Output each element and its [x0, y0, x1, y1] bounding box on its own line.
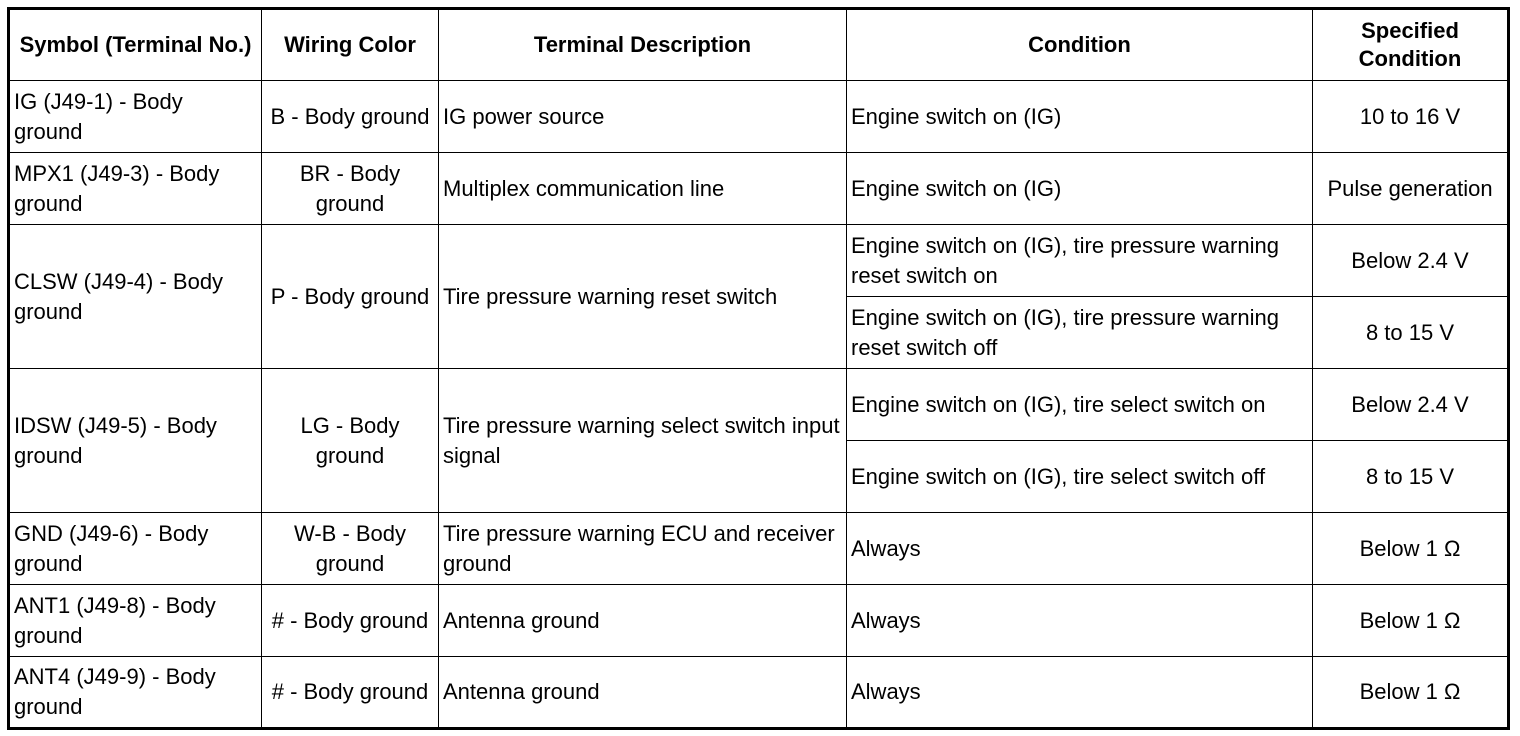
cell-wiring-color: B - Body ground [262, 81, 439, 153]
cell-wiring-color: LG - Body ground [262, 369, 439, 513]
cell-wiring-color: W-B - Body ground [262, 513, 439, 585]
cell-symbol: GND (J49-6) - Body ground [9, 513, 262, 585]
cell-condition: Engine switch on (IG), tire select switch off [847, 441, 1313, 513]
cell-symbol: IDSW (J49-5) - Body ground [9, 369, 262, 513]
header-specified-condition: Specified Condition [1313, 9, 1509, 81]
header-row [9, 9, 1509, 81]
cell-condition: Always [847, 585, 1313, 657]
table-row [9, 369, 1509, 441]
cell-wiring-color: BR - Body ground [262, 153, 439, 225]
header-condition: Condition [847, 9, 1313, 81]
header-terminal-description: Terminal Description [439, 9, 847, 81]
cell-description: Antenna ground [439, 657, 847, 729]
cell-symbol: IG (J49-1) - Body ground [9, 81, 262, 153]
cell-specified-condition: Below 1 Ω [1313, 585, 1509, 657]
cell-specified-condition: Below 2.4 V [1313, 369, 1509, 441]
cell-specified-condition: 10 to 16 V [1313, 81, 1509, 153]
cell-specified-condition: Pulse generation [1313, 153, 1509, 225]
cell-symbol: ANT4 (J49-9) - Body ground [9, 657, 262, 729]
cell-condition: Always [847, 657, 1313, 729]
table-row [9, 585, 1509, 657]
table-row [9, 225, 1509, 297]
cell-wiring-color: # - Body ground [262, 585, 439, 657]
cell-condition: Engine switch on (IG) [847, 81, 1313, 153]
cell-specified-condition: 8 to 15 V [1313, 297, 1509, 369]
cell-condition: Always [847, 513, 1313, 585]
cell-symbol: CLSW (J49-4) - Body ground [9, 225, 262, 369]
cell-description: Tire pressure warning ECU and receiver ground [439, 513, 847, 585]
cell-specified-condition: Below 1 Ω [1313, 513, 1509, 585]
cell-description: Tire pressure warning reset switch [439, 225, 847, 369]
cell-symbol: MPX1 (J49-3) - Body ground [9, 153, 262, 225]
cell-wiring-color: # - Body ground [262, 657, 439, 729]
cell-specified-condition: Below 2.4 V [1313, 225, 1509, 297]
table-row [9, 153, 1509, 225]
header-wiring-color: Wiring Color [262, 9, 439, 81]
cell-symbol: ANT1 (J49-8) - Body ground [9, 585, 262, 657]
cell-condition: Engine switch on (IG), tire pressure warning reset switch on [847, 225, 1313, 297]
cell-description: Antenna ground [439, 585, 847, 657]
cell-condition: Engine switch on (IG), tire pressure warning reset switch off [847, 297, 1313, 369]
cell-description: Tire pressure warning select switch input signal [439, 369, 847, 513]
table-row [9, 513, 1509, 585]
cell-specified-condition: Below 1 Ω [1313, 657, 1509, 729]
table-row [9, 657, 1509, 729]
cell-description: IG power source [439, 81, 847, 153]
cell-condition: Engine switch on (IG), tire select switch on [847, 369, 1313, 441]
terminal-table [7, 7, 1510, 730]
header-symbol: Symbol (Terminal No.) [9, 9, 262, 81]
cell-specified-condition: 8 to 15 V [1313, 441, 1509, 513]
cell-condition: Engine switch on (IG) [847, 153, 1313, 225]
cell-wiring-color: P - Body ground [262, 225, 439, 369]
table-row [9, 81, 1509, 153]
cell-description: Multiplex communication line [439, 153, 847, 225]
